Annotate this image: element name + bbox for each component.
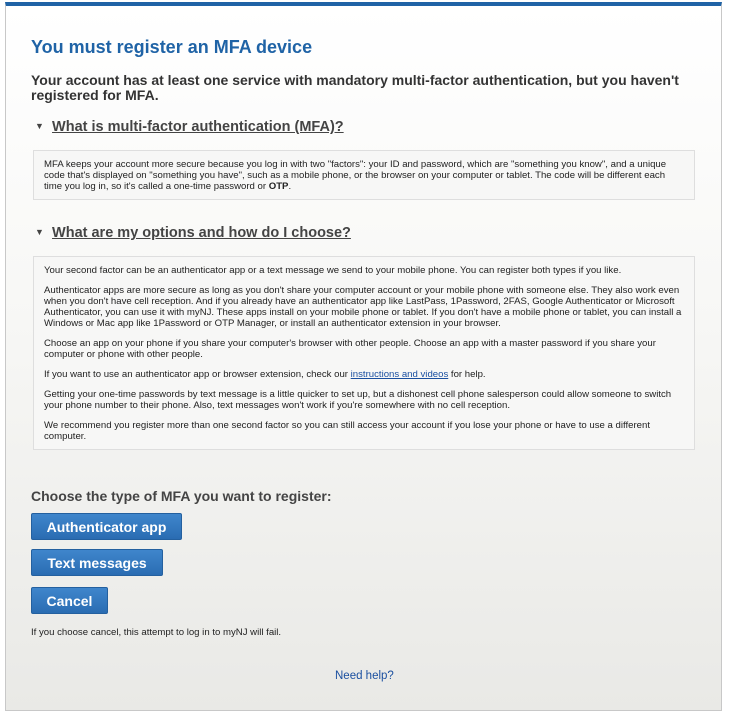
choose-mfa-label: Choose the type of MFA you want to register: [31, 488, 332, 504]
mfa-info-text-end: . [288, 181, 292, 192]
mfa-info-text [44, 159, 685, 192]
collapse-triangle-icon: ▼ [35, 227, 44, 237]
cancel-note: If you choose cancel, this attempt to log in to myNJ will fail. [31, 627, 282, 638]
page-lead-text: Your account has at least one service with mandatory multi-factor authentication, but you haven't registered for MFA. [31, 72, 679, 103]
mfa-info-toggle[interactable] [35, 119, 344, 135]
options-paragraph: Authenticator apps are more secure as long as you don't share your computer account or your mobile phone with someone else. They also work even when you don't have cell reception. And if you already have an authenticator app like LastPass, 1Password, 2FAS, Google Authenticator or Microsoft Authenticator, you can use it with myNJ. These apps install on your mobile phone or tablet. If you don't have a mobile phone or tablet, you can install a Windows or Mac app like 1Password or OTP Manager, or install an authenticator extension in your browser. [44, 285, 682, 329]
text-messages-button[interactable]: Text messages [31, 549, 163, 576]
options-paragraph [44, 369, 685, 380]
options-paragraph: We recommend you register more than one second factor so you can still access your account if you lose your phone or have to use a different computer. [44, 420, 650, 442]
options-paragraph: Your second factor can be an authenticator app or a text message we send to your mobile phone. You can register both types if you like. [44, 265, 622, 276]
page-title: You must register an MFA device [31, 37, 313, 57]
options-heading: What are my options and how do I choose? [52, 225, 351, 241]
mfa-info-heading: What is multi-factor authentication (MFA)? [52, 119, 344, 135]
collapse-triangle-icon: ▼ [35, 121, 44, 131]
otp-term: OTP [268, 181, 289, 192]
mfa-register-panel [5, 2, 722, 711]
options-text: If you want to use an authenticator app or browser extension, check our [44, 369, 351, 380]
instructions-videos-link[interactable]: instructions and videos [350, 369, 449, 380]
mfa-info-box [33, 150, 695, 200]
need-help-link[interactable]: Need help? [335, 670, 394, 682]
options-toggle[interactable] [35, 225, 351, 241]
mfa-info-text-main: MFA keeps your account more secure because you log in with two "factors": your ID and password, which are "something you know", and a unique code that's displayed on "something you have", such as a mobile phone, or the browser on your computer or tablet. The code will be different each time you log in, so it's called a one-time password or [44, 159, 667, 192]
options-text: for help. [448, 369, 486, 380]
cancel-button[interactable]: Cancel [31, 587, 108, 614]
options-paragraph: Getting your one-time passwords by text message is a little quicker to set up, but a dishonest cell phone salesperson could allow someone to switch your phone number to their phone. Also, text messages won't work if you're somewhere with no cell reception. [44, 389, 672, 411]
options-info-box [33, 256, 695, 450]
options-paragraph: Choose an app on your phone if you share your computer's browser with other people. Choose an app with a master password if you share your computer or phone with other people. [44, 338, 656, 360]
authenticator-app-button[interactable]: Authenticator app [31, 513, 182, 540]
